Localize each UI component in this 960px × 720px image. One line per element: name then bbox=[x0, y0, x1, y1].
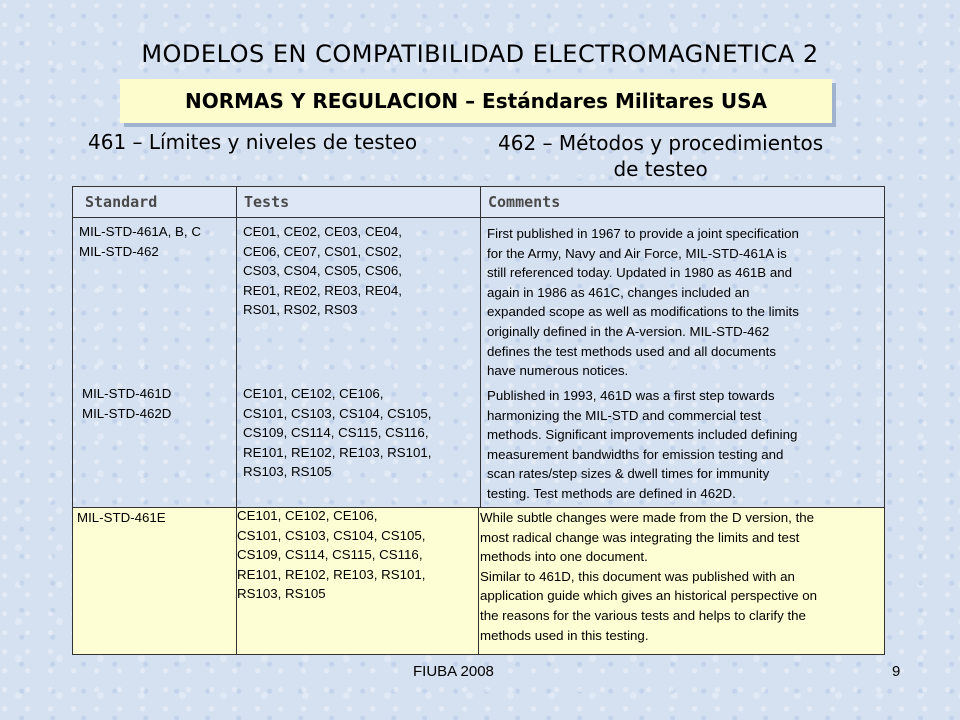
row1-standard: MIL-STD-461A, B, C MIL-STD-462 bbox=[79, 224, 201, 259]
row3-tests: CE101, CE102, CE106, CS101, CS103, CS104, CS105, CS109, CS114, CS115, CS116, RE101, RE102, RE103, RS101, RS103, RS105 bbox=[237, 508, 426, 602]
row3-standard: MIL-STD-461E bbox=[77, 510, 166, 525]
slide-title: MODELOS EN COMPATIBILIDAD ELECTROMAGNETICA 2 bbox=[141, 40, 819, 68]
subtitle-461: 461 – Límites y niveles de testeo bbox=[88, 130, 418, 154]
column-divider bbox=[478, 507, 479, 655]
footer-source: FIUBA 2008 bbox=[413, 663, 494, 680]
row1-tests: CE01, CE02, CE03, CE04, CE06, CE07, CS01, CS02, CS03, CS04, CS05, CS06, RE01, RE02, RE03, RE04, RS01, RS02, RS03 bbox=[243, 224, 402, 318]
column-divider bbox=[236, 186, 237, 507]
section-banner bbox=[120, 79, 832, 123]
header-tests: Tests bbox=[244, 193, 290, 211]
row1-comments: First published in 1967 to provide a joint specification for the Army, Navy and Air Force, MIL-STD-461A is still referenced today. Updated in 1980 as 461B and again in 1986 as 461C, changes included an expanded scope as well as modifications to the limits originally defined in the A-version. MIL-STD-462 defines the test methods used and all documents have numerous notices. bbox=[487, 226, 799, 379]
row2-standard: MIL-STD-461D MIL-STD-462D bbox=[82, 386, 172, 421]
row3-comments: While subtle changes were made from the D version, the most radical change was integrating the limits and test methods into one document. Similar to 461D, this document was published with an application guide which gives an historical perspective on the reasons for the various tests and helps to clarify the methods used in this testing. bbox=[480, 510, 818, 643]
header-comments: Comments bbox=[488, 193, 561, 211]
column-divider bbox=[480, 186, 481, 507]
subtitle-462: 462 – Métodos y procedimientos de testeo bbox=[498, 131, 824, 181]
page-number: 9 bbox=[892, 663, 901, 680]
banner-text: NORMAS Y REGULACION – Estándares Militares USA bbox=[185, 89, 767, 113]
table-border-right bbox=[884, 186, 885, 507]
table-header-row bbox=[72, 186, 885, 218]
header-standard: Standard bbox=[85, 193, 158, 211]
row2-tests: CE101, CE102, CE106, CS101, CS103, CS104, CS105, CS109, CS114, CS115, CS116, RE101, RE102, RE103, RS101, RS103, RS105 bbox=[243, 386, 432, 480]
table-border-left bbox=[72, 186, 73, 507]
row2-comments: Published in 1993, 461D was a first step towards harmonizing the MIL-STD and commercial test methods. Significant improvements included defining measurement bandwidths for emission testing and scan rates/step sizes & dwell times for immunity testing. Test methods are defined in 462D. bbox=[487, 388, 798, 501]
